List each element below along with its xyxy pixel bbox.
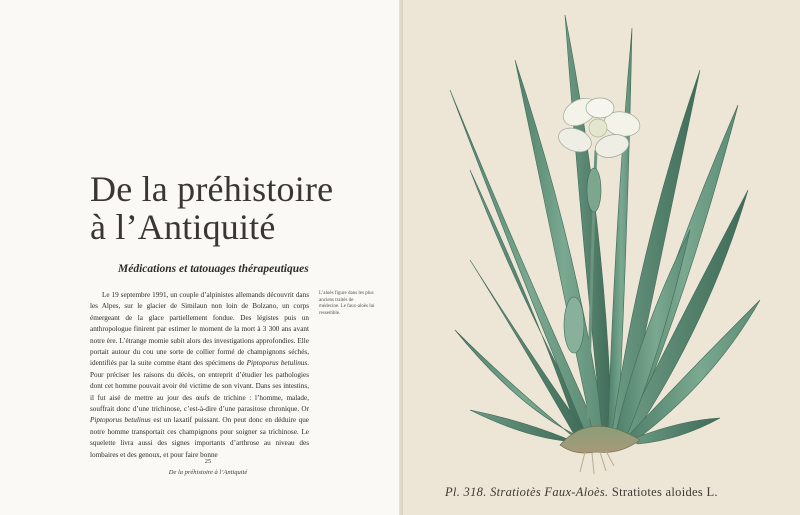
leaf-rosette (450, 15, 760, 444)
chapter-title-line-1: De la préhistoire (90, 169, 334, 209)
plate-french-name: Stratiotès Faux-Aloès. (490, 485, 609, 499)
petal (586, 98, 614, 118)
page-number: 25 (204, 458, 212, 465)
species-name-1: Piptoporus betulinus (246, 359, 308, 368)
plate-number: Pl. 318. (445, 485, 487, 499)
flower-center (589, 119, 607, 137)
species-name-2: Piptoporus betulinus (90, 416, 151, 425)
body-paragraph (90, 290, 309, 459)
running-footer: De la préhistoire à l’Antiquité (168, 469, 248, 476)
roots (580, 451, 614, 474)
flower-bud (564, 297, 584, 353)
margin-note: L’aloès figure dans les plus anciens traités de médecine. Le faux-aloès lui ressemble. (319, 291, 375, 316)
chapter-title-line-2: à l’Antiquité (90, 207, 276, 247)
chapter-title (90, 170, 390, 246)
body-text-part-2: . Pour préciser les raisons du décès, on entreprit d’étudier les pathologies dont cet homme pouvait avoir été victime de son vivant. Dans ses intestins, il fut aisé de mettre au jour des œufs de trichine : l’homme, malade, souffrait donc d’une trichinose, c’est-à-dire d’une parasitose chronique. Or (90, 359, 309, 414)
body-text-part-1: Le 19 septembre 1991, un couple d’alpinistes allemands découvrit dans les Alpes, sur le glacier de Similaun non loin de Bolzano, un corps émergeant de la glace partiellement fondue. Des légistes puis un anthropologue finirent par estimer le moment de la mort à 3 300 ans avant notre ère. L’étrange momie subit alors des investigations approfondies. Elle portait autour du cou une sorte de collier formé de champignons séchés, identifiés par la suite comme étant des spécimens de (90, 291, 309, 368)
leaf (470, 410, 578, 442)
body-text-part-3: est un laxatif puissant. On peut donc en déduire que notre homme transportait ces champignons pour soigner sa trichinose. Le squelette livra aussi des signes importants d’arthrose au niveau des lombaires et des genoux, et pour faire bonne (90, 416, 309, 459)
plate-latin-name: Stratiotes aloides L. (611, 485, 718, 499)
plate-caption (445, 485, 718, 500)
flower-bud (587, 168, 601, 212)
botanical-plate-illustration (401, 0, 800, 475)
section-subheading: Médications et tatouages thérapeutiques (118, 263, 309, 275)
